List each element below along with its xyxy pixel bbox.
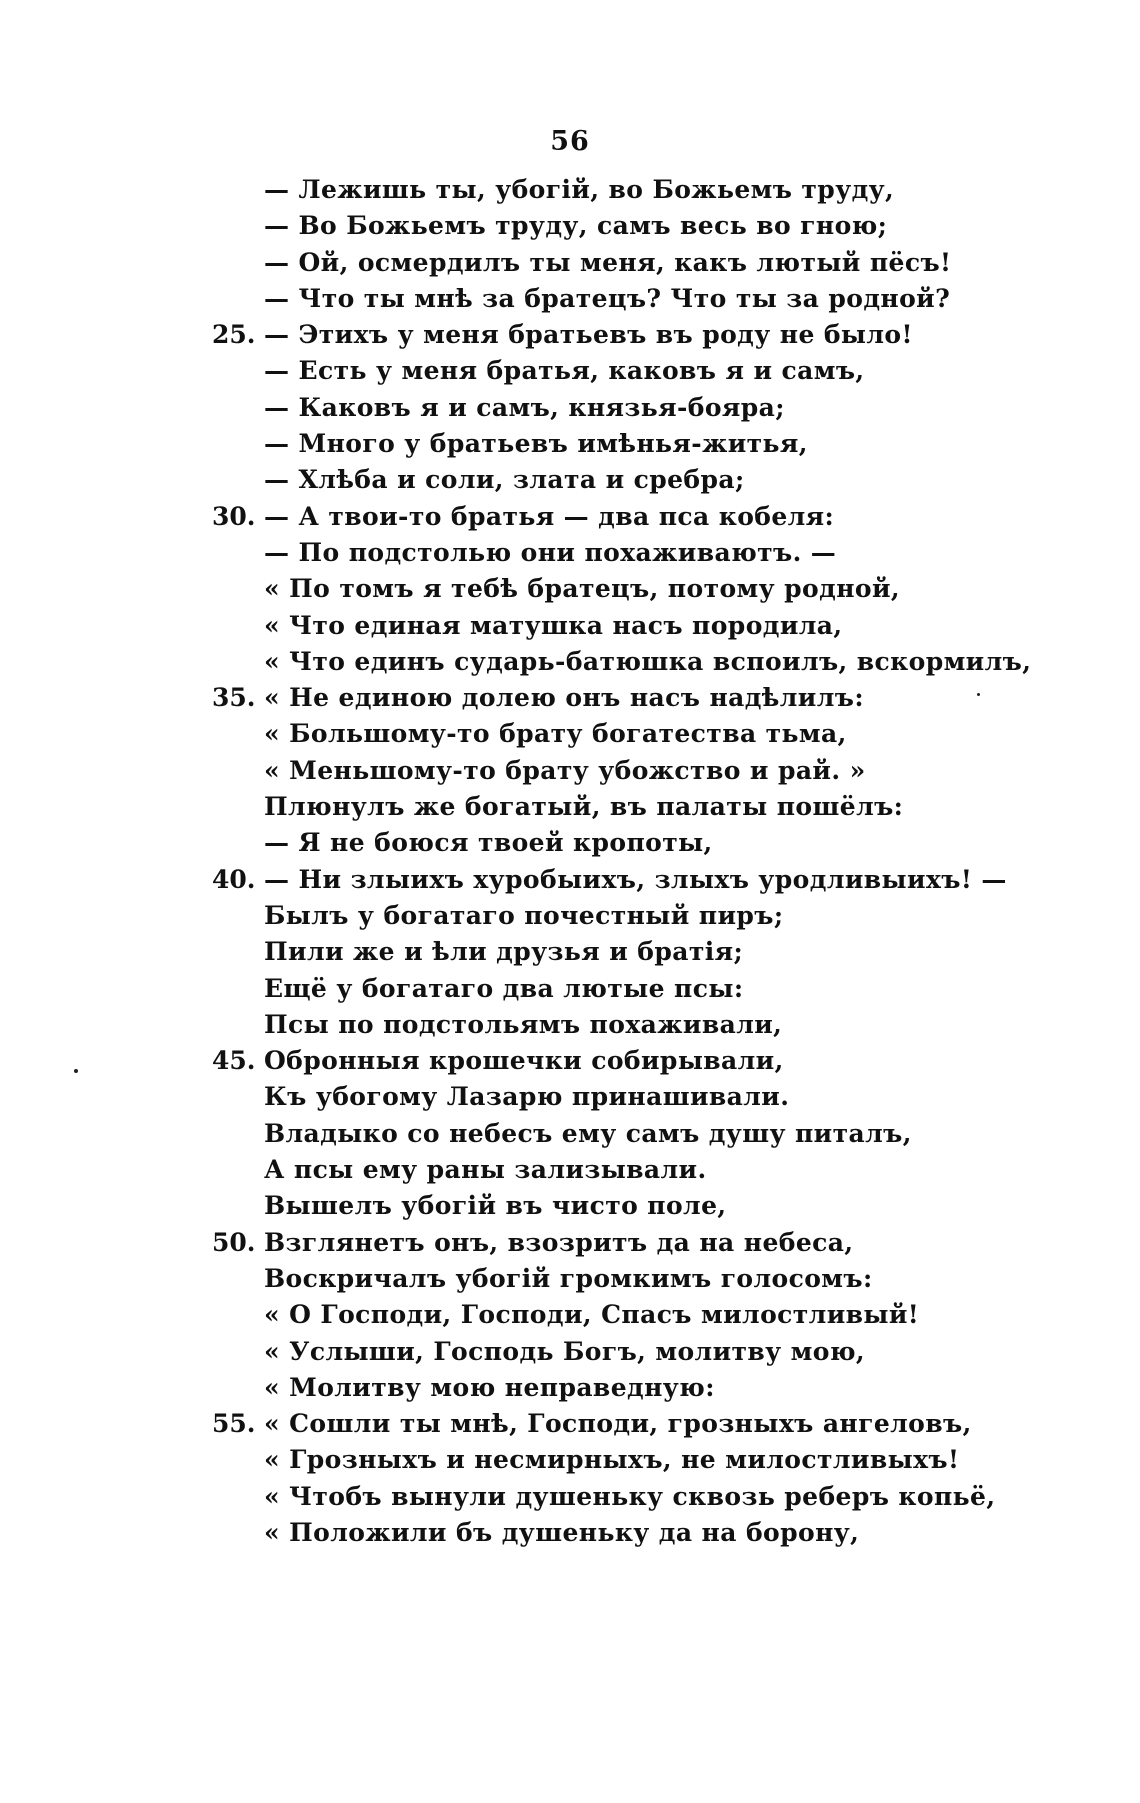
verse-line [0,208,1140,244]
verse-text: Пили же и ѣли друзья и братія; [264,937,744,967]
verse-text: « Меньшому-то брату убожство и рай. » [264,755,866,785]
verse-text: « Молитву мою неправедную: [264,1372,715,1402]
verse-text: « Что единая матушка насъ породила, [264,610,843,640]
verse-line [0,1261,1140,1297]
verse-line [0,1297,1140,1333]
verse-line [0,1079,1140,1115]
verse-text: Владыко со небесъ ему самъ душу питалъ, [264,1118,912,1148]
verse-line [0,862,1140,898]
line-number: 50. [212,1227,256,1257]
verse-text: « Что единъ сударь-батюшка вспоилъ, вскормилъ, [264,646,1032,676]
verse-text: Воскричалъ убогій громкимъ голосомъ: [264,1263,873,1293]
verse-line [0,789,1140,825]
line-number: 25. [212,320,256,350]
verse-text: « Положили бъ душеньку да на борону, [264,1517,860,1547]
verse-line [0,1116,1140,1152]
verse-text: Обронныя крошечки собирывали, [264,1046,784,1076]
verse-line [0,1007,1140,1043]
print-speck [74,1069,78,1073]
line-number: 35. [212,683,256,713]
verse-text: « Не единою долею онъ насъ надѣлилъ: [264,683,864,713]
verse-text: « Услыши, Господь Богъ, молитву мою, [264,1336,866,1366]
verse-text: Псы по подстольямъ похаживали, [264,1009,783,1039]
verse-text: « По томъ я тебѣ братецъ, потому родной, [264,574,901,604]
verse-text: Къ убогому Лазарю принашивали. [264,1082,790,1112]
verse-text: « Чтобъ вынули душеньку сквозь реберъ копьё, [264,1481,996,1511]
verse-text: — Ой, осмердилъ ты меня, какъ лютый пёсъ! [264,247,952,277]
verse-line [0,680,1140,716]
line-number: 40. [212,864,256,894]
verse-text: « О Господи, Господи, Спасъ милостливый! [264,1300,920,1330]
verse-line [0,1442,1140,1478]
verse-text: — А твои-то братья — два пса кобеля: [264,501,835,531]
verse-text: — Что ты мнѣ за братецъ? Что ты за родной? [264,283,951,313]
verse-text: Плюнулъ же богатый, въ палаты пошёлъ: [264,792,904,822]
verse-line [0,281,1140,317]
line-number: 45. [212,1046,256,1076]
page-number: 56 [550,126,590,157]
verse-text: « Грозныхъ и несмирныхъ, не милостливыхъ! [264,1445,960,1475]
verse-text: — Ни злыихъ хуробыихъ, злыхъ уродливыихъ! — [264,864,1007,894]
verse-text: Былъ у богатаго почестный пиръ; [264,900,784,930]
verse-text: — Во Божьемъ труду, самъ весь во гною; [264,211,888,241]
verse-text: — Этихъ у меня братьевъ въ роду не было! [264,320,913,350]
verse-line [0,644,1140,680]
verse-line [0,898,1140,934]
verse-line [0,753,1140,789]
verse-line [0,317,1140,353]
verse-line [0,1188,1140,1224]
verse-text: — Лежишь ты, убогій, во Божьемъ труду, [264,175,895,204]
verse-line [0,462,1140,498]
verse-line [0,1043,1140,1079]
verse-text: « Сошли ты мнѣ, Господи, грозныхъ ангеловъ, [264,1409,972,1439]
verse-text: Ещё у богатаго два лютые псы: [264,973,744,1003]
verse-line [0,1515,1140,1551]
line-number: 30. [212,501,256,531]
verse-text: — Много у братьевъ имѣнья-житья, [264,429,808,459]
print-speck [977,693,980,696]
verse-line [0,971,1140,1007]
verse-text: — По подстолью они похаживаютъ. — [264,537,837,567]
verse-line [0,426,1140,462]
verse-line [0,1479,1140,1515]
verse-line [0,825,1140,861]
verse-text: Вышелъ убогій въ чисто поле, [264,1191,727,1221]
verse-line [0,608,1140,644]
verse-text: — Я не боюся твоей кропоты, [264,828,713,858]
verse-text: — Каковъ я и самъ, князья-бояра; [264,392,785,422]
verse-line [0,716,1140,752]
verse-text: А псы ему раны зализывали. [264,1155,707,1185]
verse-line [0,1152,1140,1188]
verse-line [0,1225,1140,1261]
verse-line [0,245,1140,281]
verse-line [0,535,1140,571]
verse-text: — Есть у меня братья, каковъ я и самъ, [264,356,865,386]
line-number: 55. [212,1409,256,1439]
verse-text: Взглянетъ онъ, взозритъ да на небеса, [264,1227,854,1257]
verse-line [0,172,1140,208]
verse-line [0,1406,1140,1442]
verse-line [0,390,1140,426]
verse-line [0,353,1140,389]
verse-line [0,1334,1140,1370]
verse-line [0,571,1140,607]
verse-line [0,934,1140,970]
verse-line [0,1370,1140,1406]
poem [0,172,1140,1551]
verse-line [0,499,1140,535]
verse-text: « Большому-то брату богатества тьма, [264,719,847,749]
verse-text: — Хлѣба и соли, злата и сребра; [264,465,745,495]
